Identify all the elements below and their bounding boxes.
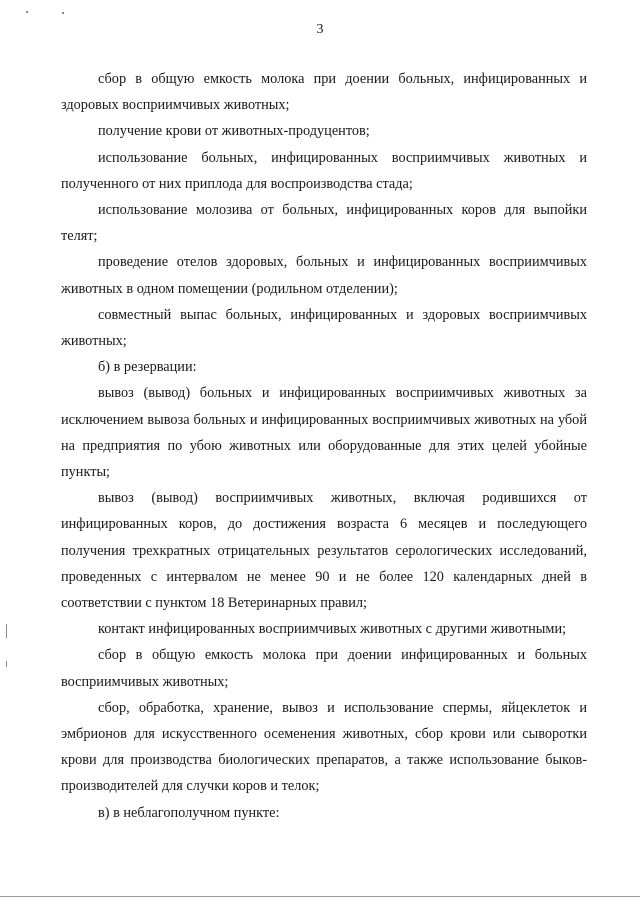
page-number: 3 [316, 22, 324, 37]
paragraph: использование молозива от больных, инфицированных коров для выпойки телят; [61, 202, 587, 245]
section-heading-b: б) в резервации: [98, 359, 197, 376]
paragraph: совместный выпас больных, инфицированных и здоровых восприимчивых животных; [61, 306, 587, 350]
scan-bottom-edge [0, 896, 640, 897]
paragraph: сбор в общую емкость молока при доении инфицированных и больных восприимчивых животных; [61, 647, 587, 690]
paragraph: контакт инфицированных восприимчивых животных с другими животными; [98, 621, 567, 638]
section-heading-v: в) в неблагополучном пункте: [98, 804, 280, 821]
paragraph: использование больных, инфицированных восприимчивых животных и полученного от них приплода для воспроизводства стада; [61, 149, 587, 192]
paragraph: получение крови от животных-продуцентов; [98, 123, 370, 140]
paragraph: вывоз (вывод) больных и инфицированных восприимчивых животных за исключением вывоза больных и инфицированных восприимчивых животных на убой на предприятия по убою животных или оборудованные для этих целей убойные пункты; [61, 385, 587, 481]
document-body [61, 66, 587, 826]
paragraph: вывоз (вывод) восприимчивых животных, включая родившихся от инфицированных коров, до достижения возраста 6 месяцев и последующего получения трехкратных отрицательных результатов серологических исследований, проведенных с интервалом не менее 90 и не более 120 календарных дней в соответствии с пунктом 18 Ветеринарных правил; [61, 490, 587, 612]
scan-margin-mark [6, 661, 7, 667]
scan-speck [62, 12, 64, 14]
scan-speck [26, 11, 28, 13]
paragraph: проведение отелов здоровых, больных и инфицированных восприимчивых животных в одном помещении (родильном отделении); [61, 254, 587, 297]
paragraph: сбор в общую емкость молока при доении больных, инфицированных и здоровых восприимчивых животных; [61, 71, 587, 114]
scan-margin-mark [6, 624, 7, 638]
paragraph: сбор, обработка, хранение, вывоз и использование спермы, яйцеклеток и эмбрионов для искусственного осеменения животных, сбор крови или сыворотки крови для производства биологических препаратов, а также использование быков-производителей для случки коров и телок; [61, 699, 587, 795]
